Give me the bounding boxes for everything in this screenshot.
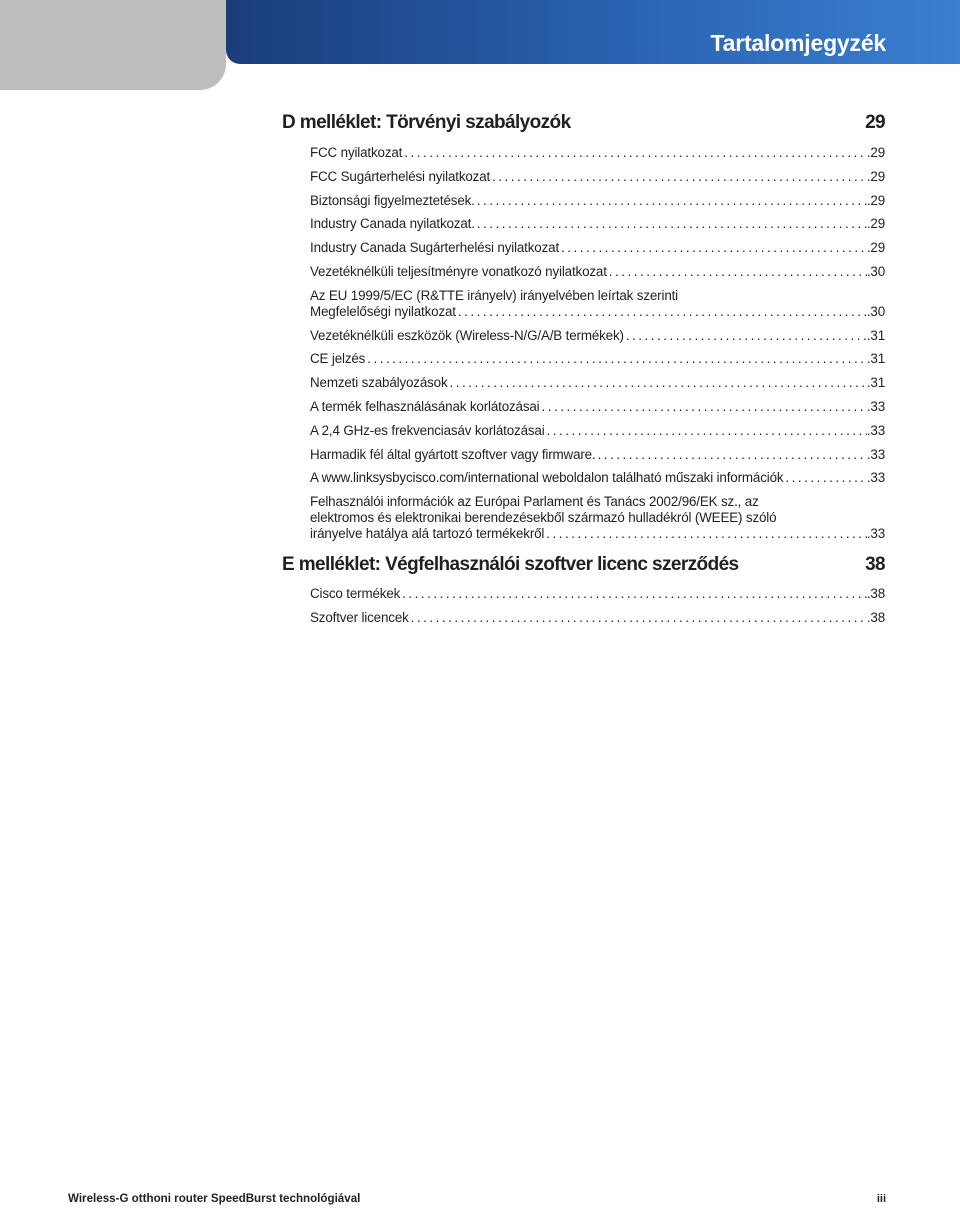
section-page-number: 38 — [865, 554, 885, 576]
table-of-contents — [282, 112, 885, 634]
toc-entry-page: .33 — [866, 470, 885, 486]
toc-entry[interactable] — [310, 351, 885, 367]
toc-entry[interactable] — [310, 447, 885, 463]
toc-entry-page: .30 — [866, 303, 885, 319]
toc-section-heading[interactable] — [282, 554, 885, 576]
toc-entry-page: .29 — [866, 168, 885, 184]
dot-leader — [402, 145, 867, 161]
toc-entry[interactable] — [310, 169, 885, 185]
toc-entry[interactable] — [310, 288, 885, 320]
toc-entry-text: FCC Sugárterhelési nyilatkozat — [310, 168, 491, 184]
section-title: D melléklet: Törvényi szabályozók — [282, 112, 571, 133]
dot-leader — [475, 216, 867, 232]
toc-entry-list — [310, 145, 885, 542]
dot-leader — [544, 526, 867, 542]
toc-entry[interactable] — [310, 470, 885, 486]
toc-entry-page: .29 — [866, 192, 885, 208]
toc-entry-page: .33 — [866, 446, 885, 462]
toc-entry-text: Vezetéknélküli teljesítményre vonatkozó nyilatkozat — [310, 263, 607, 279]
toc-entry[interactable] — [310, 216, 885, 232]
toc-entry[interactable] — [310, 145, 885, 161]
dot-leader — [456, 304, 867, 320]
dot-leader — [540, 399, 867, 415]
toc-entry-text: FCC nyilatkozat — [310, 145, 403, 160]
header-banner — [226, 0, 960, 64]
section-title: E melléklet: Végfelhasználói szoftver licenc szerződés — [282, 554, 739, 576]
toc-entry-text: A termék felhasználásának korlátozásai — [310, 398, 540, 414]
toc-entry[interactable] — [310, 375, 885, 391]
toc-entry-text: Az EU 1999/5/EC (R&TTE irányelv) irányelvében leírtak szerinti — [310, 287, 679, 303]
toc-entry-text: irányelve hatálya alá tartozó termékekről — [310, 526, 545, 542]
toc-entry-page: .38 — [866, 609, 885, 625]
toc-entry-text: elektromos és elektronikai berendezésekből származó hulladékról (WEEE) szóló — [310, 510, 777, 526]
toc-entry-page: .31 — [866, 351, 885, 367]
toc-entry[interactable] — [310, 610, 885, 626]
dot-leader — [409, 610, 867, 626]
dot-leader — [448, 375, 867, 391]
dot-leader — [545, 423, 867, 439]
toc-entry[interactable] — [310, 328, 885, 344]
dot-leader — [607, 264, 867, 280]
toc-entry-text: CE jelzés — [310, 351, 366, 367]
toc-entry-text: Vezetéknélküli eszközök (Wireless-N/G/A/B termékek) — [310, 327, 624, 343]
toc-entry-text: Cisco termékek — [310, 586, 401, 602]
toc-entry-page: .29 — [866, 240, 885, 256]
toc-entry-page: .31 — [866, 327, 885, 343]
toc-entry-text: A 2,4 GHz-es frekvenciasáv korlátozásai — [310, 422, 545, 438]
dot-leader — [559, 240, 867, 256]
section-page-number: 29 — [865, 112, 885, 133]
toc-entry-text: Felhasználói információk az Európai Parlament és Tanács 2002/96/EK sz., az — [310, 494, 759, 510]
toc-entry-text: Biztonsági figyelmeztetések. — [310, 192, 475, 208]
toc-entry[interactable] — [310, 494, 885, 542]
dot-leader — [400, 586, 867, 602]
header-gray-tab — [0, 0, 226, 90]
dot-leader — [490, 169, 867, 185]
toc-entry-page: .33 — [866, 398, 885, 414]
footer-page-number: iii — [876, 1193, 886, 1205]
toc-section-heading[interactable] — [282, 112, 885, 134]
toc-entry[interactable] — [310, 193, 885, 209]
toc-entry[interactable] — [310, 240, 885, 256]
toc-entry-page: .33 — [866, 422, 885, 438]
toc-entry-text: Szoftver licencek — [310, 609, 409, 625]
toc-entry-text: Nemzeti szabályozások — [310, 375, 448, 391]
toc-entry[interactable] — [310, 586, 885, 602]
toc-entry[interactable] — [310, 399, 885, 415]
toc-entry[interactable] — [310, 423, 885, 439]
toc-entry-list — [310, 586, 885, 626]
dot-leader — [365, 351, 867, 367]
page-title: Tartalomjegyzék — [710, 30, 886, 56]
dot-leader — [783, 470, 866, 486]
dot-leader — [475, 193, 867, 209]
toc-entry-page: .31 — [866, 375, 885, 391]
toc-entry-text: A www.linksysbycisco.com/international weboldalon található műszaki információk — [310, 470, 784, 486]
toc-entry-text: Industry Canada Sugárterhelési nyilatkozat — [310, 240, 560, 256]
footer-product-name: Wireless-G otthoni router SpeedBurst technológiával — [68, 1192, 361, 1205]
dot-leader — [624, 328, 867, 344]
toc-entry-page: .30 — [866, 263, 885, 279]
toc-entry-page: .38 — [866, 586, 885, 602]
toc-entry-page: .29 — [866, 145, 885, 160]
toc-entry-page: .33 — [866, 526, 885, 542]
toc-entry-text: Megfelelőségi nyilatkozat — [310, 303, 456, 319]
dot-leader — [596, 447, 867, 463]
toc-entry[interactable] — [310, 264, 885, 280]
toc-entry-text: Industry Canada nyilatkozat. — [310, 216, 475, 232]
toc-entry-page: .29 — [866, 216, 885, 232]
toc-entry-text: Harmadik fél által gyártott szoftver vagy firmware. — [310, 446, 596, 462]
